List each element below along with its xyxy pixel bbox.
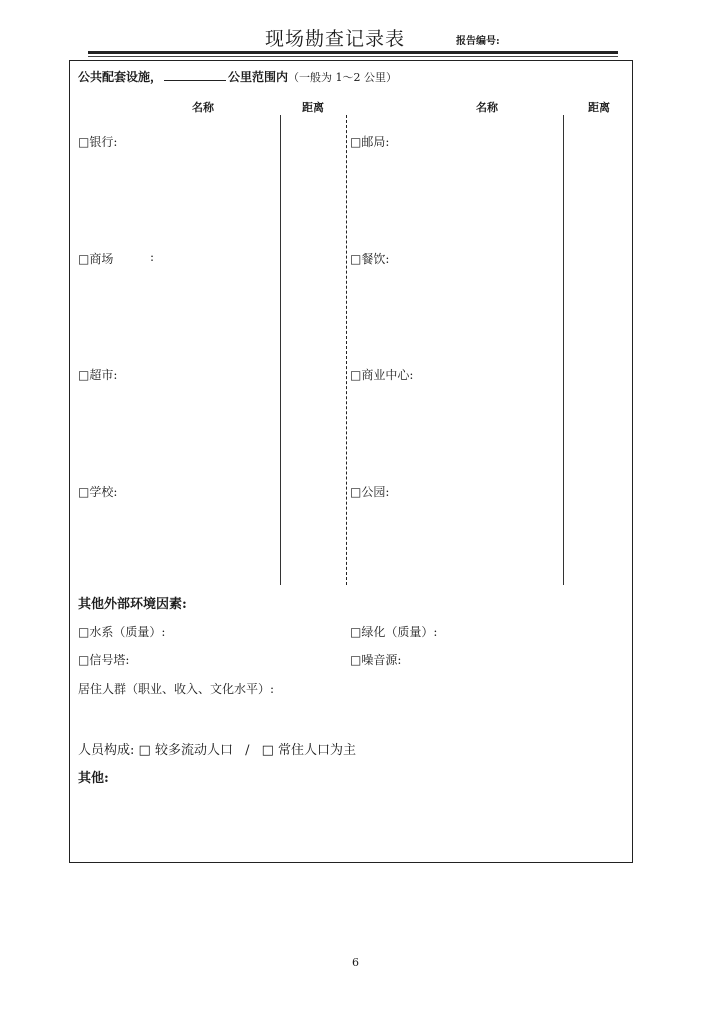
external-heading: 其他外部环境因素: xyxy=(78,597,187,612)
checkbox-bank[interactable]: □银行: xyxy=(78,135,118,149)
radius-blank[interactable] xyxy=(164,68,226,81)
divider-distance-right xyxy=(563,115,564,585)
population-label: 人员构成: xyxy=(78,743,135,758)
divider-center-dashed xyxy=(346,115,347,585)
report-number-label: 报告编号: xyxy=(456,36,500,47)
checkbox-floating-population[interactable]: □ 较多流动人口 xyxy=(138,743,233,758)
facilities-label-suffix: 公里范围内 xyxy=(228,70,289,84)
checkbox-post-office[interactable]: □邮局: xyxy=(350,135,390,149)
facilities-note: （一般为 1～2 公里） xyxy=(288,71,398,84)
col-header-distance-left: 距离 xyxy=(302,101,324,114)
checkbox-supermarket[interactable]: □超市: xyxy=(78,368,118,382)
other-label: 其他: xyxy=(78,771,109,786)
population-row xyxy=(78,739,356,758)
checkbox-park[interactable]: □公园: xyxy=(350,485,390,499)
col-header-distance-right: 距离 xyxy=(588,101,610,114)
checkbox-greenery[interactable]: □绿化（质量）: xyxy=(350,625,438,639)
checkbox-signal-tower[interactable]: □信号塔: xyxy=(78,653,130,667)
checkbox-business-center[interactable]: □商业中心: xyxy=(350,368,414,382)
page-title: 现场勘查记录表 xyxy=(264,28,405,50)
col-header-name-left: 名称 xyxy=(192,101,214,114)
residents-label: 居住人群（职业、收入、文化水平）: xyxy=(78,682,275,696)
checkbox-mall[interactable]: □商场 xyxy=(78,252,114,266)
header-rule-thin xyxy=(88,56,618,57)
checkbox-dining[interactable]: □餐饮: xyxy=(350,252,390,266)
checkbox-water[interactable]: □水系（质量）: xyxy=(78,625,166,639)
divider-distance-left xyxy=(280,115,281,585)
col-header-name-right: 名称 xyxy=(476,101,498,114)
checkbox-permanent-residents[interactable]: □ 常住人口为主 xyxy=(261,743,357,758)
page-number: 6 xyxy=(352,956,359,969)
header-rule-thick xyxy=(88,51,618,54)
population-separator: / xyxy=(245,743,250,758)
facilities-label xyxy=(78,68,397,85)
facilities-label-prefix: 公共配套设施， xyxy=(78,70,163,84)
checkbox-school[interactable]: □学校: xyxy=(78,485,118,499)
mall-colon: : xyxy=(150,250,155,264)
checkbox-noise[interactable]: □噪音源: xyxy=(350,653,402,667)
